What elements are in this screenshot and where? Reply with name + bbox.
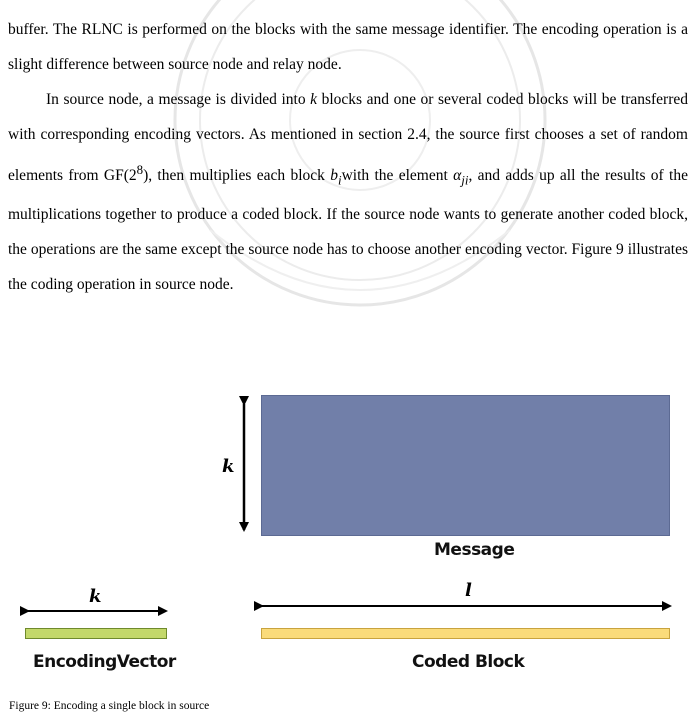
message-block [261, 395, 670, 536]
paragraph-2-text-3: ), then multiplies each block [143, 167, 331, 185]
paragraph-2 [8, 82, 688, 302]
var-b: b [330, 167, 338, 185]
var-alpha-subscript: ji [461, 172, 469, 188]
encoding-vector-length-label: k [89, 586, 102, 607]
encoding-vector-bar [25, 628, 167, 639]
message-height-label: k [222, 456, 235, 477]
var-alpha: α [453, 167, 462, 185]
coded-block-length-label: l [465, 580, 472, 601]
figure-9 [0, 380, 692, 680]
var-b-subscript: i [338, 172, 342, 188]
message-label: Message [434, 540, 515, 560]
paragraph-2-text-5: , and adds up all the results of the multiplications together to produce a coded block. If the source node wants to generate another coded block, the operations are the same except the source node has to choose another encoding vector. Figure 9 illustrates the coding operation in source node. [8, 167, 688, 294]
var-k: k [310, 91, 318, 108]
paragraph-2-text-1: In source node, a message is divided into [46, 91, 311, 108]
exponent: 8 [136, 162, 144, 177]
encoding-vector-label: EncodingVector [33, 652, 176, 672]
paragraph-1-text: buffer. The RLNC is performed on the blocks with the same message identifier. The encoding operation is a slight difference between source node and relay node. [8, 21, 688, 73]
coded-block-bar [261, 628, 670, 639]
paragraph-1 [8, 12, 688, 82]
coded-block-label: Coded Block [412, 652, 525, 672]
figure-caption: Figure 9: Encoding a single block in source [9, 700, 210, 712]
paragraph-2-text-4: with the element [341, 167, 454, 185]
paragraph-2-text-2: blocks and one or several coded blocks will be transferred with corresponding encoding vectors. As mentioned in section 2.4, the source first chooses a set of random elements from GF(2 [8, 91, 689, 185]
